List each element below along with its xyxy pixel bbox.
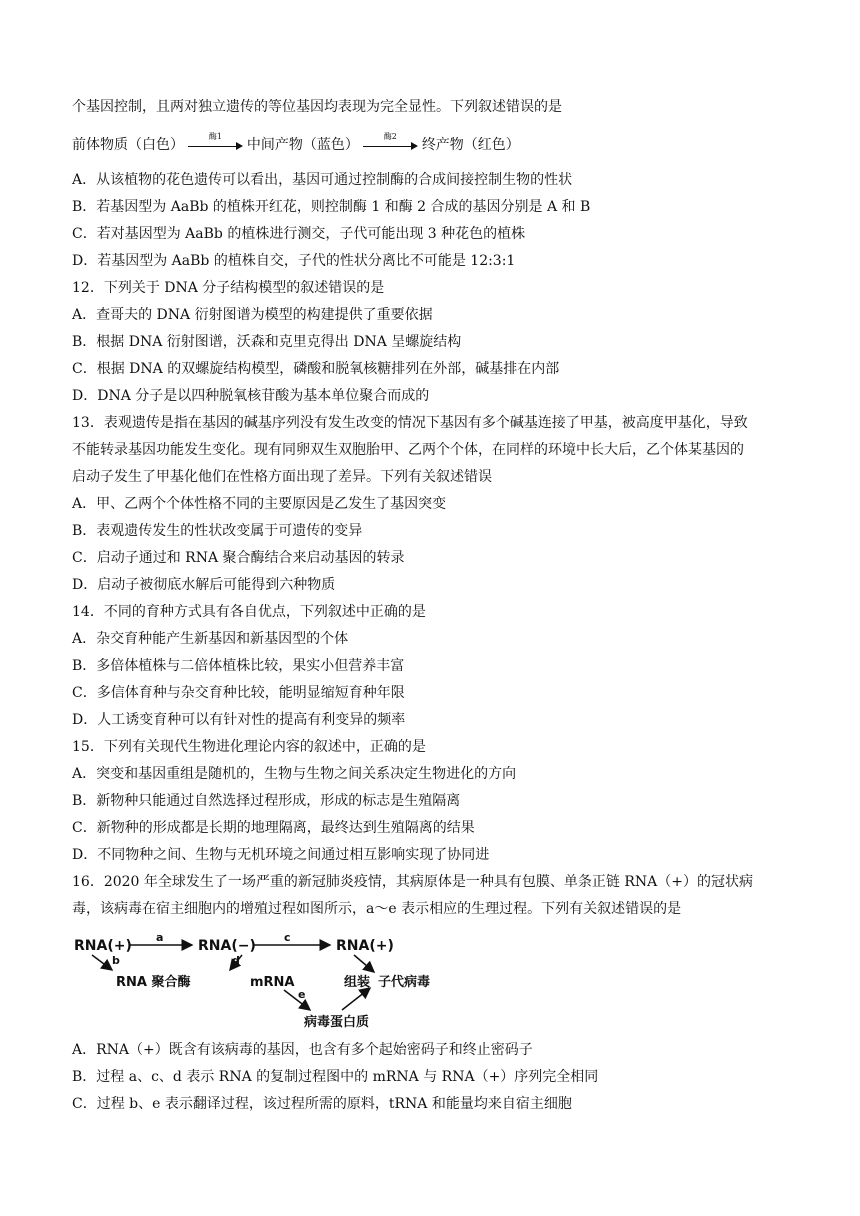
- arrow-b: [92, 955, 112, 970]
- q11-option-a: A．从该植物的花色遗传可以看出，基因可通过控制酶的合成间接控制生物的性状: [72, 172, 573, 188]
- q15-option-d: D．不同物种之间、生物与无机环境之间通过相互影响实现了协同进: [72, 847, 490, 863]
- q11-option-d: D．若基因型为 AaBb 的植株自交，子代的性状分离比不可能是 12:3:1: [72, 253, 516, 269]
- q16-stem-line1: 16．2020 年全球发生了一场严重的新冠肺炎疫情，其病原体是一种具有包膜、单条正链 RNA（+）的冠状病: [72, 874, 753, 890]
- q11-option-b: B．若基因型为 AaBb 的植株开红花，则控制酶 1 和酶 2 合成的基因分别是 A 和 B: [72, 199, 591, 215]
- progeny-virus: 子代病毒: [378, 975, 431, 990]
- q14-option-c: C．多信体育种与杂交育种比较，能明显缩短育种年限: [72, 685, 405, 701]
- q16-option-c: C．过程 b、e 表示翻译过程，该过程所需的原料，tRNA 和能量均来自宿主细胞: [72, 1096, 572, 1112]
- mrna: mRNA: [250, 975, 295, 990]
- q11-option-c: C．若对基因型为 AaBb 的植株进行测交，子代可能出现 3 种花色的植株: [72, 226, 526, 242]
- rna-polymerase: RNA 聚合酶: [116, 975, 191, 990]
- enzyme2-arrow: [363, 132, 417, 155]
- pathway-end: 终产物（红色）: [421, 137, 520, 153]
- q14-stem: 14．不同的育种方式具有各自优点，下列叙述中正确的是: [72, 604, 426, 620]
- label-b: b: [112, 954, 120, 967]
- q13-stem-line1: 13．表观遗传是指在基因的碱基序列没有发生改变的情况下基因有多个碱基连接了甲基，被高度甲基化，导致: [72, 415, 748, 431]
- label-c: c: [284, 931, 291, 944]
- q16-option-a: A．RNA（+）既含有该病毒的基因，也含有多个起始密码子和终止密码子: [72, 1042, 533, 1058]
- virus-replication-diagram: [72, 928, 472, 1032]
- q14-option-d: D．人工诱变育种可以有针对性的提高有利变异的频率: [72, 712, 406, 728]
- label-a: a: [156, 931, 164, 944]
- q15-option-b: B．新物种只能通过自然选择过程形成，形成的标志是生殖隔离: [72, 793, 461, 809]
- q12-option-a: A．查哥夫的 DNA 衍射图谱为模型的构建提供了重要依据: [72, 307, 433, 323]
- q13-option-c: C．启动子通过和 RNA 聚合酶结合来启动基因的转录: [72, 550, 405, 566]
- virus-protein: 病毒蛋白质: [304, 1015, 370, 1030]
- q14-option-a: A．杂交育种能产生新基因和新基因型的个体: [72, 631, 349, 647]
- pigment-pathway: [72, 133, 520, 157]
- q13-stem-line2: 不能转录基因功能发生变化。现有同卵双生双胞胎甲、乙两个个体，在同样的环境中长大后，乙个体某基因的: [72, 442, 744, 458]
- enzyme1-label: 酶1: [208, 132, 222, 141]
- q13-option-a: A．甲、乙两个个体性格不同的主要原因是乙发生了基因突变: [72, 496, 447, 512]
- label-d: d: [232, 954, 240, 967]
- q12-option-d: D．DNA 分子是以四种脱氧核苷酸为基本单位聚合而成的: [72, 388, 430, 404]
- enzyme1-arrow: [188, 132, 242, 155]
- q12-stem: 12．下列关于 DNA 分子结构模型的叙述错误的是: [72, 280, 385, 296]
- q13-stem-line3: 启动子发生了甲基化他们在性格方面出现了差异。下列有关叙述错误: [72, 469, 492, 485]
- rna-plus-end: RNA(+): [336, 938, 394, 954]
- q16-option-b: B．过程 a、c、d 表示 RNA 的复制过程图中的 mRNA 与 RNA（+）序列完全相同: [72, 1069, 599, 1085]
- rna-plus-start: RNA(+): [74, 938, 132, 954]
- label-e: e: [298, 988, 306, 1001]
- pathway-middle: 中间产物（蓝色）: [246, 137, 359, 153]
- q15-option-c: C．新物种的形成都是长期的地理隔离，最终达到生殖隔离的结果: [72, 820, 475, 836]
- arrow-protein-to-progeny: [342, 988, 370, 1010]
- q15-option-a: A．突变和基因重组是随机的，生物与生物之间关系决定生物进化的方向: [72, 766, 517, 782]
- rna-minus: RNA(−): [198, 938, 256, 954]
- arrow-e: [284, 990, 310, 1010]
- pathway-start: 前体物质（白色）: [72, 137, 184, 153]
- arrow-rna-to-progeny: [354, 955, 374, 972]
- assembly-label: 组装: [344, 975, 371, 990]
- q14-option-b: B．多倍体植株与二倍体植株比较，果实小但营养丰富: [72, 658, 405, 674]
- q12-option-b: B．根据 DNA 衍射图谱，沃森和克里克得出 DNA 呈螺旋结构: [72, 334, 462, 350]
- q13-option-b: B．表观遗传发生的性状改变属于可遗传的变异: [72, 523, 363, 539]
- enzyme2-label: 酶2: [383, 132, 397, 141]
- q11-stem-tail: 个基因控制，且两对独立遗传的等位基因均表现为完全显性。下列叙述错误的是: [72, 99, 562, 115]
- q12-option-c: C．根据 DNA 的双螺旋结构模型，磷酸和脱氧核糖排列在外部，碱基排在内部: [72, 361, 560, 377]
- q13-option-d: D．启动子被彻底水解后可能得到六种物质: [72, 577, 336, 593]
- q16-stem-line2: 毒，该病毒在宿主细胞内的增殖过程如图所示，a～e 表示相应的生理过程。下列有关叙述错误的是: [72, 901, 682, 917]
- q15-stem: 15．下列有关现代生物进化理论内容的叙述中，正确的是: [72, 739, 426, 755]
